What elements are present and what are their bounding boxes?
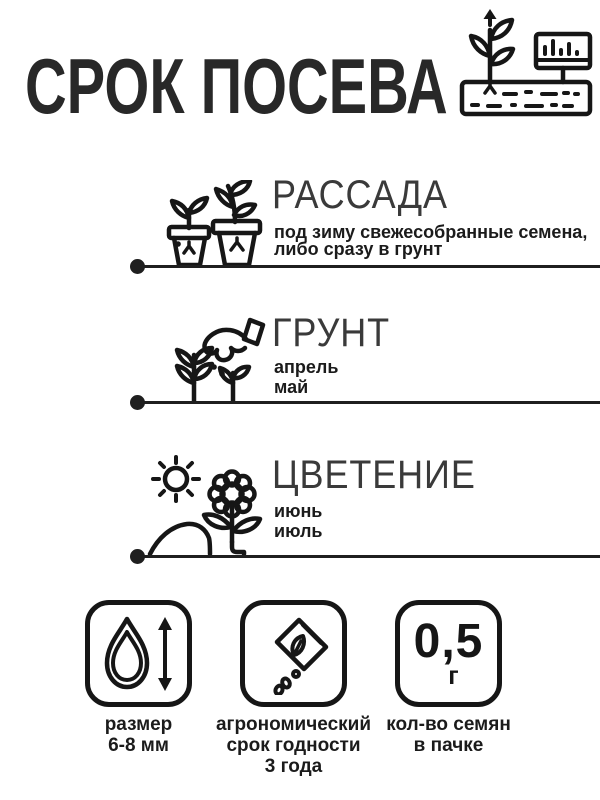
section-text-grunt: [274, 357, 338, 397]
fact-label-weight: [348, 714, 549, 756]
fact-box-seed-size: [85, 600, 192, 707]
sprout-growth-chart-soil-icon: [458, 8, 593, 118]
weight-value: 0,5: [413, 614, 484, 668]
seed-packet-pouring-icon: [253, 613, 335, 695]
grunt-month-1: апрель: [274, 357, 339, 377]
section-title-cvetenie: ЦВЕТЕНИЕ: [272, 453, 476, 497]
seed-with-size-arrow-icon: [98, 614, 180, 694]
section-title-grunt: ГРУНТ: [272, 311, 391, 355]
timeline-rule-2: [138, 401, 600, 404]
timeline-dot-2: [130, 395, 145, 410]
rassada-line-1: под зиму свежесобранные семена,: [274, 222, 588, 242]
section-text-rassada: [274, 224, 587, 258]
page-title: СРОК ПОСЕВА: [25, 42, 448, 130]
section-title-rassada: РАССАДА: [272, 173, 448, 217]
timeline-rule-3: [138, 555, 600, 558]
seedling-pots-icon: [161, 180, 264, 267]
shelf-life-line-3: 3 года: [264, 756, 323, 777]
rassada-line-2: либо сразу в грунт: [274, 239, 443, 259]
grunt-month-2: май: [274, 377, 309, 397]
timeline-rule-1: [138, 265, 600, 268]
seed-size-line-2: 6-8 мм: [108, 735, 169, 756]
seed-size-line-1: размер: [104, 714, 173, 735]
shelf-life-line-2: срок годности: [226, 735, 361, 756]
weight-line-2: в пачке: [413, 735, 484, 756]
section-text-cvetenie: [274, 501, 323, 541]
shelf-life-line-1: агрономический: [215, 714, 372, 735]
cvetenie-month-2: июль: [274, 521, 323, 541]
timeline-dot-1: [130, 259, 145, 274]
hand-sowing-seeds-icon: [170, 317, 266, 402]
weight-line-1: кол-во семян: [386, 714, 511, 735]
fact-box-shelf-life: [240, 600, 347, 707]
fact-box-weight: [395, 600, 502, 707]
cvetenie-month-1: июнь: [274, 501, 323, 521]
timeline-dot-3: [130, 549, 145, 564]
weight-unit: г: [448, 661, 459, 690]
sun-and-blooming-flower-icon: [142, 454, 264, 556]
